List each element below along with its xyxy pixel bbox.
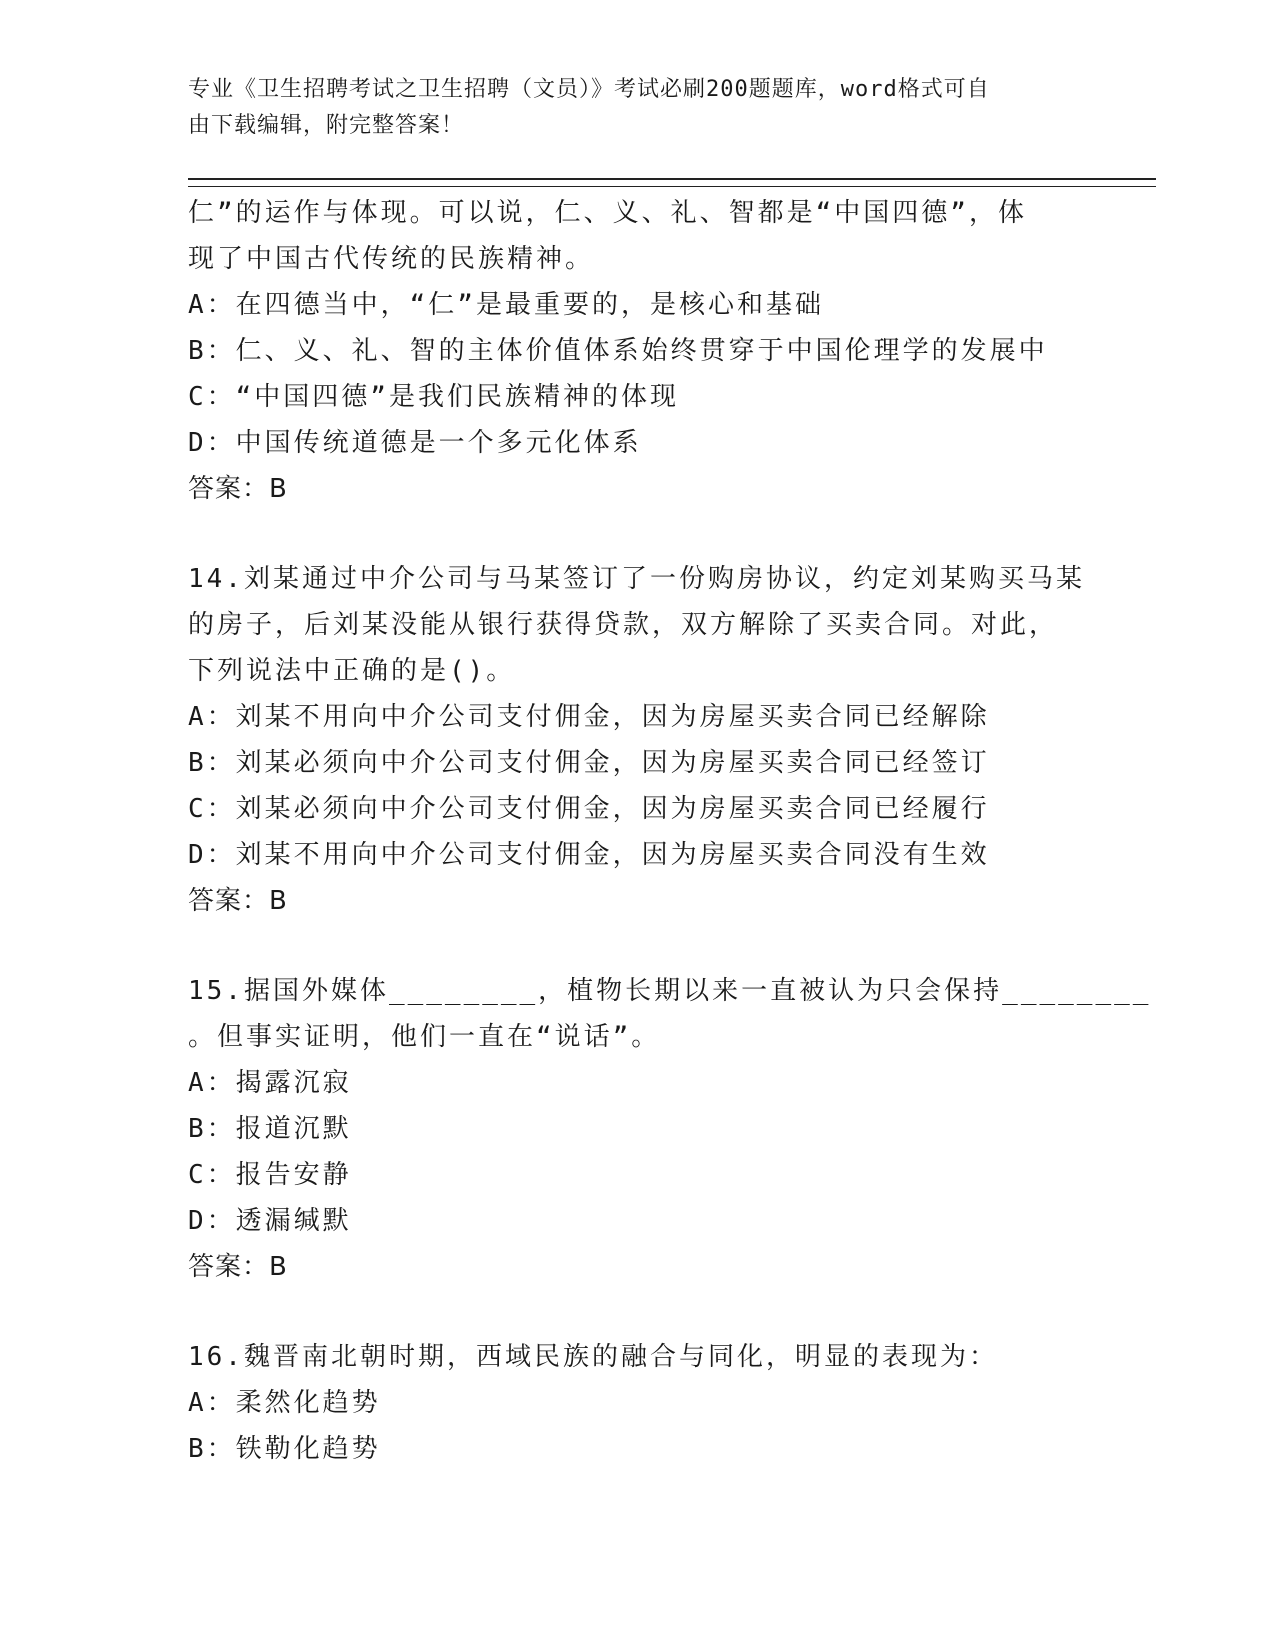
question-15 (188, 968, 1152, 1290)
question-14 (188, 556, 1088, 924)
question-13-continued (188, 190, 1088, 512)
answer: 答案：B (188, 474, 288, 504)
option-b: B：铁勒化趋势 (188, 1434, 381, 1464)
option-a: A：柔然化趋势 (188, 1388, 381, 1418)
option-a: A：揭露沉寂 (188, 1068, 352, 1098)
question-16 (188, 1334, 1088, 1472)
header-title-line-1: 专业《卫生招聘考试之卫生招聘（文员）》考试必刷200题题库，word格式可自 (188, 77, 990, 102)
header-title-line-2: 由下载编辑，附完整答案！ (188, 113, 465, 138)
question-stem: 16.魏晋南北朝时期，西域民族的融合与同化，明显的表现为： (188, 1342, 998, 1372)
option-b: B：报道沉默 (188, 1114, 352, 1144)
option-d: D：透漏缄默 (188, 1206, 352, 1236)
question-stem: 的房子，后刘某没能从银行获得贷款，双方解除了买卖合同。对此， (188, 610, 1059, 640)
option-c: C：“中国四德”是我们民族精神的体现 (188, 382, 679, 412)
question-stem: 下列说法中正确的是()。 (188, 656, 516, 686)
question-content (188, 190, 1152, 1472)
question-stem: 15.据国外媒体________，植物长期以来一直被认为只会保持________ (188, 976, 1152, 1006)
option-a: A：在四德当中，“仁”是最重要的，是核心和基础 (188, 290, 824, 320)
option-d: D：刘某不用向中介公司支付佣金，因为房屋买卖合同没有生效 (188, 840, 990, 870)
option-a: A：刘某不用向中介公司支付佣金，因为房屋买卖合同已经解除 (188, 702, 990, 732)
question-stem: 现了中国古代传统的民族精神。 (188, 244, 595, 274)
answer: 答案：B (188, 1252, 288, 1282)
header-divider (188, 178, 1156, 187)
page-header (188, 72, 1088, 144)
answer: 答案：B (188, 886, 288, 916)
question-stem: 14.刘某通过中介公司与马某签订了一份购房协议，约定刘某购买马某 (188, 564, 1085, 594)
question-stem: 。但事实证明，他们一直在“说话”。 (188, 1022, 661, 1052)
question-stem: 仁”的运作与体现。可以说，仁、义、礼、智都是“中国四德”，体 (188, 198, 1027, 228)
option-c: C：报告安静 (188, 1160, 352, 1190)
option-b: B：刘某必须向中介公司支付佣金，因为房屋买卖合同已经签订 (188, 748, 990, 778)
option-d: D：中国传统道德是一个多元化体系 (188, 428, 642, 458)
option-b: B：仁、义、礼、智的主体价值体系始终贯穿于中国伦理学的发展中 (188, 336, 1048, 366)
option-c: C：刘某必须向中介公司支付佣金，因为房屋买卖合同已经履行 (188, 794, 990, 824)
